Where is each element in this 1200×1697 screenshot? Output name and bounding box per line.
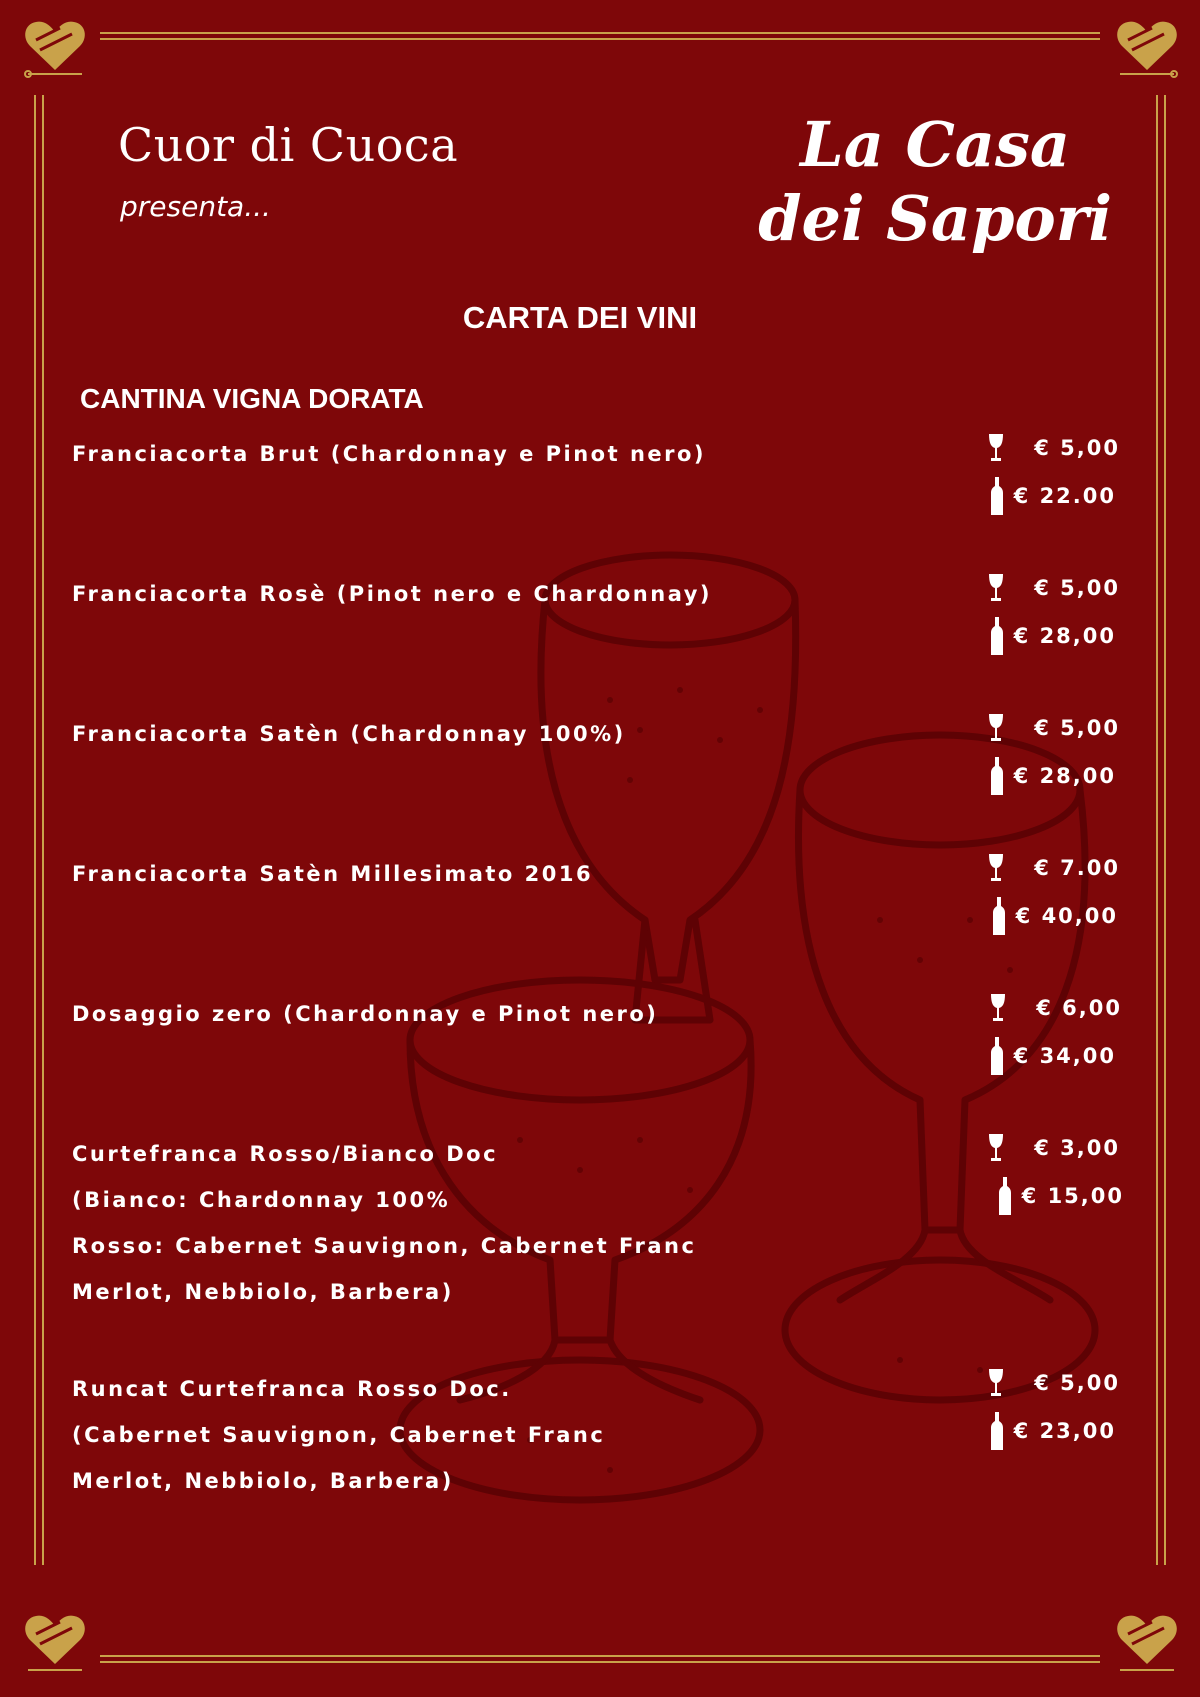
heart-emblem-icon: [20, 1604, 90, 1674]
wine-name: Dosaggio zero (Chardonnay e Pinot nero): [72, 1002, 659, 1026]
wine-detail: Rosso: Cabernet Sauvignon, Cabernet Franc: [72, 1234, 697, 1258]
brand-subtitle: presenta...: [120, 190, 271, 223]
wine-detail: Merlot, Nebbiolo, Barbera): [72, 1280, 454, 1304]
wine-name: Curtefranca Rosso/Bianco Doc: [72, 1142, 499, 1166]
glass-price: € 5,00: [1034, 436, 1120, 460]
wine-bottle-icon: [990, 477, 1004, 515]
wine-name: Franciacorta Rosè (Pinot nero e Chardonnay): [72, 582, 713, 606]
winery-heading: CANTINA VIGNA DORATA: [80, 383, 424, 414]
bottle-price-row: [992, 897, 1118, 935]
wine-detail: (Cabernet Sauvignon, Cabernet Franc: [72, 1423, 606, 1447]
bottle-price: € 22.00: [1013, 484, 1116, 508]
brand-name: Cuor di Cuoca: [118, 118, 459, 172]
wine-bottle-icon: [990, 757, 1004, 795]
wine-detail: Merlot, Nebbiolo, Barbera): [72, 1469, 454, 1493]
restaurant-name: [758, 108, 1112, 256]
wine-bottle-icon: [998, 1177, 1012, 1215]
wine-glasses-illustration: [380, 540, 1140, 1620]
menu-title: CARTA DEI VINI: [462, 300, 698, 335]
wine-glass-icon: [986, 713, 1006, 743]
glass-price: € 5,00: [1034, 576, 1120, 600]
bottle-price: € 34,00: [1013, 1044, 1116, 1068]
wine-glass-icon: [988, 993, 1008, 1023]
bottle-price: € 28,00: [1013, 764, 1116, 788]
frame-bottom-line: [100, 1655, 1100, 1657]
glass-price: € 5,00: [1034, 1371, 1120, 1395]
wine-bottle-icon: [990, 1037, 1004, 1075]
bottle-price-row: [990, 757, 1116, 795]
glass-price: € 3,00: [1034, 1136, 1120, 1160]
bottle-price: € 28,00: [1013, 624, 1116, 648]
wine-glass-icon: [986, 1133, 1006, 1163]
wine-bottle-icon: [990, 1412, 1004, 1450]
bottle-price-row: [990, 1037, 1116, 1075]
wine-name: Franciacorta Satèn Millesimato 2016: [72, 862, 594, 886]
wine-detail: (Bianco: Chardonnay 100%: [72, 1188, 451, 1212]
bottle-price: € 15,00: [1021, 1184, 1124, 1208]
heart-emblem-icon: [1112, 1604, 1182, 1674]
glass-price-row: [986, 1133, 1120, 1163]
glass-price: € 6,00: [1036, 996, 1122, 1020]
wine-glass-icon: [986, 1368, 1006, 1398]
wine-glass-icon: [986, 573, 1006, 603]
frame-top-line-inner: [100, 38, 1100, 40]
glass-price: € 5,00: [1034, 716, 1120, 740]
bottle-price-row: [990, 477, 1116, 515]
heart-emblem-icon: [20, 10, 90, 80]
glass-price-row: [988, 993, 1122, 1023]
glass-price-row: [986, 713, 1120, 743]
wine-bottle-icon: [990, 617, 1004, 655]
wine-name: Franciacorta Satèn (Chardonnay 100%): [72, 722, 626, 746]
frame-top-line: [100, 32, 1100, 34]
frame-bottom-line-inner: [100, 1661, 1100, 1663]
bottle-price-row: [990, 1412, 1116, 1450]
bottle-price-row: [998, 1177, 1124, 1215]
wine-bottle-icon: [992, 897, 1006, 935]
wine-glass-icon: [986, 853, 1006, 883]
frame-right-line-inner: [1164, 95, 1166, 1565]
restaurant-name-line-1: La Casa: [800, 108, 1071, 181]
glass-price-row: [986, 1368, 1120, 1398]
bottle-price: € 23,00: [1013, 1419, 1116, 1443]
glass-price: € 7.00: [1034, 856, 1120, 880]
glass-price-row: [986, 573, 1120, 603]
restaurant-name-line-2: dei Sapori: [758, 182, 1112, 255]
wine-name: Franciacorta Brut (Chardonnay e Pinot nero): [72, 442, 707, 466]
bottle-price: € 40,00: [1015, 904, 1118, 928]
glass-price-row: [986, 853, 1120, 883]
bottle-price-row: [990, 617, 1116, 655]
wine-glass-icon: [986, 433, 1006, 463]
glass-price-row: [986, 433, 1120, 463]
wine-name: Runcat Curtefranca Rosso Doc.: [72, 1377, 512, 1401]
heart-emblem-icon: [1112, 10, 1182, 80]
